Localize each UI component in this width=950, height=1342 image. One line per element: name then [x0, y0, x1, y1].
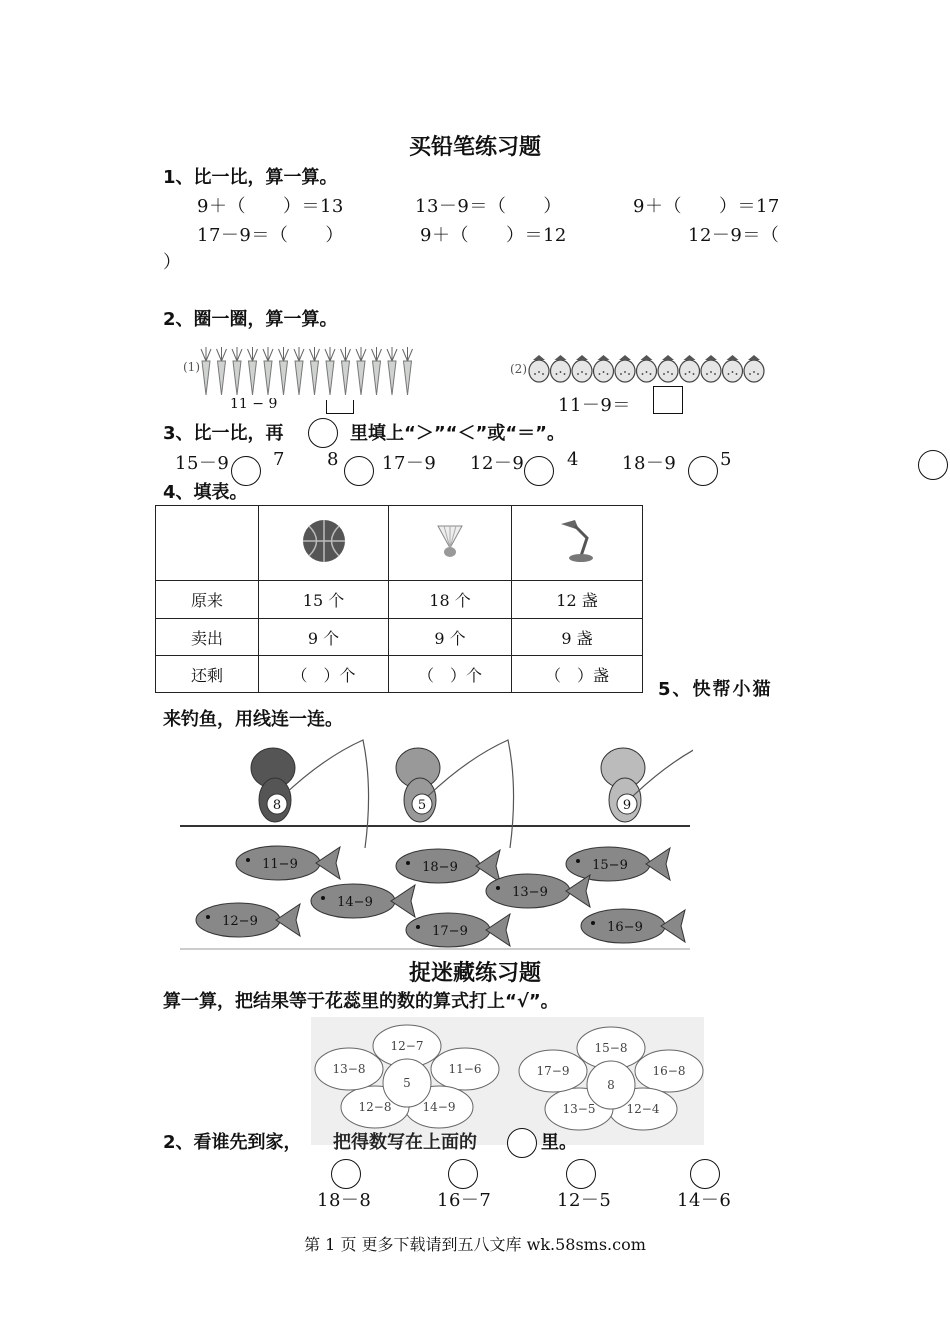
section-title-2: 捉迷藏练习题 — [408, 961, 541, 986]
q1-label: 1、比一比，算一算。 — [163, 167, 338, 188]
carrot-icon — [201, 347, 211, 395]
q3-label-rest: 里填上“＞”“＜”或“＝”。 — [350, 423, 565, 444]
p2-answer-circle-1[interactable] — [331, 1159, 361, 1189]
p2-eq-1: 18－8 — [317, 1190, 372, 1211]
desk-lamp-icon — [555, 518, 599, 564]
carrot-icon — [294, 347, 304, 395]
fishing-cats-illustration — [178, 738, 693, 953]
table-header-lamp — [512, 506, 643, 581]
carrot-icon — [356, 347, 366, 395]
q2-answer-box-2[interactable] — [653, 386, 683, 414]
cell-remain-shuttles[interactable]: （ ）个 — [389, 656, 512, 693]
p2-eq-3: 12－5 — [557, 1190, 612, 1211]
fish-item[interactable] — [396, 849, 500, 883]
q1-eq-6: 12－9＝（ — [688, 225, 780, 246]
p2-answer-circle-2[interactable] — [448, 1159, 478, 1189]
fish-label: 16−9 — [607, 920, 643, 935]
carrot-icon — [263, 347, 273, 395]
fish-label: 14−9 — [337, 895, 373, 910]
cat-figure — [396, 740, 514, 848]
p2-example-circle — [507, 1128, 537, 1158]
q1-eq-5: 9＋（ ）＝12 — [420, 225, 567, 246]
q2-partial-text: 11 − 9 — [230, 398, 278, 410]
strawberry-icon — [723, 355, 743, 382]
q4-label: 4、填表。 — [163, 482, 248, 503]
q3-label: 3、比一比，再 — [163, 423, 284, 444]
p2-eq-2: 16－7 — [437, 1190, 492, 1211]
carrot-icon — [372, 347, 382, 395]
q5-label: 5、快帮小猫 — [658, 679, 773, 700]
q5-label-cont: 来钓鱼，用线连一连。 — [163, 709, 343, 730]
q2-part2-label: (2) — [510, 362, 527, 376]
strawberry-icon — [701, 355, 721, 382]
cat-number: 8 — [272, 798, 282, 813]
q3-item-7: 18－9 — [622, 453, 677, 474]
table-corner — [156, 506, 259, 581]
q3-item-4: 17－9 — [382, 453, 437, 474]
petal-equation: 12−7 — [390, 1039, 424, 1053]
fish-item[interactable] — [196, 903, 300, 937]
q2-answer-box-1[interactable] — [326, 400, 354, 414]
p2-q2-label-3: 里。 — [541, 1132, 577, 1153]
q2-eq-2: 11－9＝ — [558, 395, 631, 416]
q3-answer-circle-4[interactable] — [688, 456, 718, 486]
petal-equation: 15−8 — [594, 1041, 628, 1055]
carrot-icon — [310, 347, 320, 395]
cat-number: 5 — [417, 798, 427, 813]
petal-equation: 12−4 — [626, 1102, 660, 1116]
fish-label: 18−9 — [422, 860, 458, 875]
fish-label: 15−9 — [592, 858, 628, 873]
petal-equation: 16−8 — [652, 1064, 686, 1078]
q3-item-6: 4 — [567, 449, 579, 470]
fish-item[interactable] — [486, 874, 590, 908]
q3-item-3: 8 — [327, 449, 339, 470]
q3-answer-circle-3[interactable] — [524, 456, 554, 486]
petal-equation: 17−9 — [536, 1064, 570, 1078]
flowers-illustration — [311, 1017, 704, 1145]
p2-q2-label-2: 把得数写在上面的 — [333, 1132, 477, 1153]
carrot-icon — [403, 347, 413, 395]
petal-equation: 11−6 — [448, 1062, 482, 1076]
petal-equation: 13−5 — [562, 1102, 596, 1116]
petal-equation: 14−9 — [422, 1100, 456, 1114]
row-label-remain: 还剩 — [156, 656, 259, 693]
q3-example-circle — [308, 418, 338, 448]
page-title: 买铅笔练习题 — [408, 135, 541, 160]
q1-eq-4: 17－9＝（ ） — [197, 225, 344, 246]
carrot-icon — [387, 347, 397, 395]
fish-item[interactable] — [236, 846, 340, 880]
row-label-sold: 卖出 — [156, 619, 259, 656]
strawberry-icon — [615, 355, 635, 382]
stray-circle — [918, 450, 948, 480]
carrot-icon — [232, 347, 242, 395]
fish-label: 11−9 — [262, 857, 298, 872]
petal-equation: 12−8 — [358, 1100, 392, 1114]
fill-table — [155, 505, 643, 693]
shuttlecock-icon — [433, 522, 467, 560]
flower-center-number: 5 — [403, 1076, 411, 1090]
strawberry-icon — [529, 355, 549, 382]
strawberry-icon — [637, 355, 657, 382]
cell-sold-shuttles: 9 个 — [389, 619, 512, 656]
carrot-icon — [279, 347, 289, 395]
carrot-icon — [217, 347, 227, 395]
strawberry-icon — [744, 355, 764, 382]
strawberry-icon — [594, 355, 614, 382]
q3-item-8: 5 — [720, 449, 732, 470]
strawberry-icon — [658, 355, 678, 382]
fish-label: 13−9 — [512, 885, 548, 900]
p2-answer-circle-4[interactable] — [690, 1159, 720, 1189]
p2-answer-circle-3[interactable] — [566, 1159, 596, 1189]
carrots-illustration — [200, 345, 425, 400]
basketball-icon — [301, 518, 347, 564]
carrot-icon — [341, 347, 351, 395]
carrot-icon — [325, 347, 335, 395]
cell-sold-lamps: 9 盏 — [512, 619, 643, 656]
cell-original-lamps: 12 盏 — [512, 581, 643, 619]
fish-label: 12−9 — [222, 914, 258, 929]
strawberries-illustration — [527, 352, 772, 384]
fish-label: 17−9 — [432, 924, 468, 939]
q3-answer-circle-2[interactable] — [344, 456, 374, 486]
cell-remain-balls[interactable]: （ ）个 — [259, 656, 389, 693]
q3-item-1: 15－9 — [175, 453, 230, 474]
strawberry-icon — [572, 355, 592, 382]
page-footer: 第 1 页 更多下载请到五八文库 wk.58sms.com — [304, 1235, 646, 1254]
q2-part1-label: (1) — [183, 360, 200, 374]
petal-equation: 13−8 — [332, 1062, 366, 1076]
fish-item[interactable] — [311, 884, 415, 918]
cell-original-balls: 15 个 — [259, 581, 389, 619]
fish-item[interactable] — [406, 913, 510, 947]
fish-item[interactable] — [581, 909, 685, 943]
table-header-shuttlecock — [389, 506, 512, 581]
fish-item[interactable] — [566, 847, 670, 881]
flower-center-number: 8 — [607, 1078, 615, 1092]
row-label-original: 原来 — [156, 581, 259, 619]
q1-eq-1: 9＋（ ）＝13 — [197, 196, 344, 217]
cat-figure — [601, 740, 693, 848]
cell-remain-lamps[interactable]: （ ）盏 — [512, 656, 643, 693]
p2-q2-label: 2、看谁先到家， — [163, 1132, 302, 1153]
cell-sold-balls: 9 个 — [259, 619, 389, 656]
p2-instruction: 算一算，把结果等于花蕊里的数的算式打上“√”。 — [163, 991, 559, 1012]
table-header-basketball — [259, 506, 389, 581]
p2-eq-4: 14－6 — [677, 1190, 732, 1211]
q3-item-2: 7 — [273, 449, 285, 470]
cell-original-shuttles: 18 个 — [389, 581, 512, 619]
q3-item-5: 12－9 — [470, 453, 525, 474]
q1-eq-3: 9＋（ ）＝17 — [633, 196, 780, 217]
strawberry-icon — [680, 355, 700, 382]
q2-label: 2、圈一圈，算一算。 — [163, 309, 338, 330]
q1-eq-6-close: ） — [163, 252, 182, 273]
cat-figure — [251, 740, 369, 848]
q1-eq-2: 13－9＝（ ） — [415, 196, 562, 217]
strawberry-icon — [551, 355, 571, 382]
carrot-icon — [248, 347, 258, 395]
cat-number: 9 — [622, 798, 632, 813]
